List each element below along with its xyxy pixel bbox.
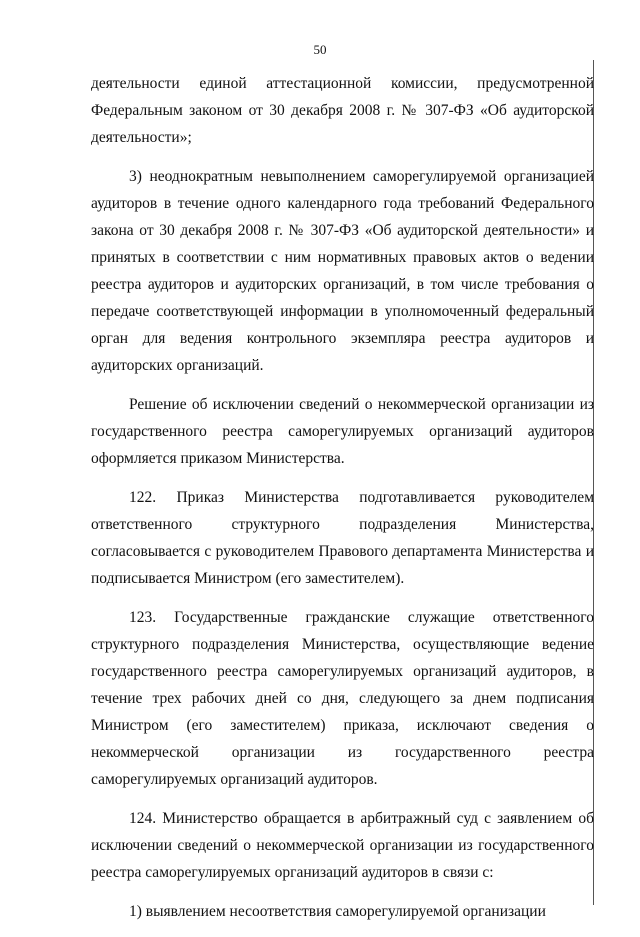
paragraph-122: 122. Приказ Министерства подготавливается руководителем ответственного структурного подразделения Министерства, согласовывается с руководителем Правового департамента Министерства и подписывается Министром (его заместителем).	[91, 489, 594, 587]
paragraph-item-3: 3) неоднократным невыполнением саморегулируемой организацией аудиторов в течение одного календарного года требований Федерального закона от 30 декабря 2008 г. № 307-ФЗ «Об аудиторской деятельности» и принятых в соответствии с ним нормативных правовых актов о ведении реестра аудиторов и аудиторских организаций, в том числе требования о передаче соответствующей информации в уполномоченный федеральный орган для ведения контрольного экземпляра реестра аудиторов и аудиторских организаций.	[91, 168, 594, 374]
paragraph-decision: Решение об исключении сведений о некоммерческой организации из государственного реестра саморегулируемых организаций аудиторов оформляется приказом Министерства.	[91, 396, 594, 467]
paragraph-123: 123. Государственные гражданские служащие ответственного структурного подразделения Министерства, осуществляющие ведение государственного реестра саморегулируемых организаций аудиторов, в течение трех рабочих дней со дня, следующего за днем подписания Министром (его заместителем) приказа, исключают сведения о некоммерческой организации из государственного реестра саморегулируемых организаций аудиторов.	[91, 609, 594, 788]
page-number: 50	[313, 42, 327, 57]
document-body	[91, 70, 594, 937]
paragraph-124: 124. Министерство обращается в арбитражный суд с заявлением об исключении сведений о некоммерческой организации из государственного реестра саморегулируемых организаций аудиторов в связи с:	[91, 810, 594, 881]
paragraph-item-1: 1) выявлением несоответствия саморегулируемой организации	[129, 903, 546, 920]
paragraph-continued: деятельности единой аттестационной комиссии, предусмотренной Федеральным законом от 30 декабря 2008 г. № 307-ФЗ «Об аудиторской деятельности»;	[91, 75, 594, 146]
